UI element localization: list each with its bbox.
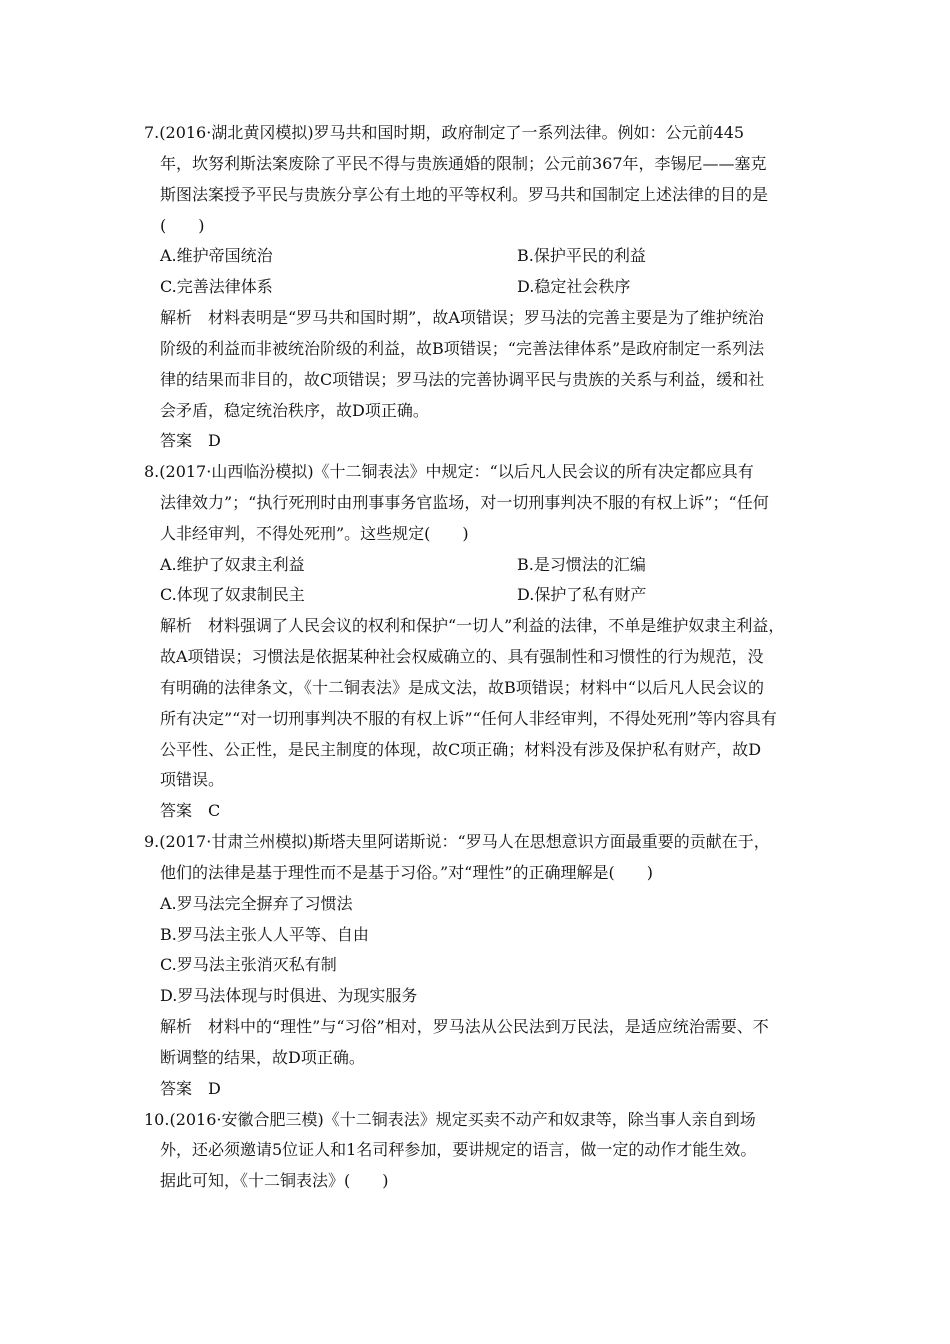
explanation-line: 解析 材料中的“理性”与“习俗”相对，罗马法从公民法到万民法，是适应统治需要、不 [160, 1017, 769, 1036]
question-stem-line: 年，坎努利斯法案废除了平民不得与贵族通婚的限制；公元前367年，李锡尼——塞克 [160, 154, 767, 173]
explanation-line: 断调整的结果，故D项正确。 [160, 1048, 365, 1067]
explanation-line: 所有决定”“对一切刑事判决不服的有权上诉”“任何人非经审判，不得处死刑”等内容具有 [160, 709, 777, 728]
option-a: A.维护帝国统治 [160, 246, 273, 265]
explanation-line: 公平性、公正性，是民主制度的体现，故C项正确；材料没有涉及保护私有财产，故D [160, 740, 762, 759]
explanation-line: 解析 材料强调了人民会议的权利和保护“一切人”利益的法律，不单是维护奴隶主利益， [160, 616, 785, 635]
option-c: C.罗马法主张消灭私有制 [160, 955, 337, 974]
option-c: C.体现了奴隶制民主 [160, 585, 305, 604]
answer: 答案 D [160, 1079, 221, 1098]
question-stem-line: 10.(2016·安徽合肥三模)《十二铜表法》规定买卖不动产和奴隶等，除当事人亲自到场 [144, 1110, 756, 1129]
question-stem-line: 据此可知，《十二铜表法》( ) [160, 1171, 389, 1190]
question-stem-line: 斯图法案授予平民与贵族分享公有土地的平等权利。罗马共和国制定上述法律的目的是 [160, 185, 769, 204]
explanation-line: 会矛盾，稳定统治秩序，故D项正确。 [160, 401, 429, 420]
explanation-line: 有明确的法律条文，《十二铜表法》是成文法，故B项错误；材料中“以后凡人民会议的 [160, 678, 764, 697]
question-stem-line: 法律效力”；“执行死刑时由刑事事务官监场，对一切刑事判决不服的有权上诉”；“任何 [160, 493, 769, 512]
answer: 答案 D [160, 431, 221, 450]
option-a: A.罗马法完全摒弃了习惯法 [160, 894, 353, 913]
explanation-line: 解析 材料表明是“罗马共和国时期”，故A项错误；罗马法的完善主要是为了维护统治 [160, 308, 764, 327]
explanation-line: 项错误。 [160, 770, 225, 789]
explanation-line: 律的结果而非目的，故C项错误；罗马法的完善协调平民与贵族的关系与利益，缓和社 [160, 370, 765, 389]
question-stem-line: 他们的法律是基于理性而不是基于习俗。”对“理性”的正确理解是( ) [160, 863, 654, 882]
question-stem-line: 8.(2017·山西临汾模拟)《十二铜表法》中规定：“以后凡人民会议的所有决定都应具有 [144, 462, 754, 481]
explanation-line: 故A项错误；习惯法是依据某种社会权威确立的、具有强制性和习惯性的行为规范，没 [160, 647, 764, 666]
option-d: D.保护了私有财产 [517, 585, 647, 604]
question-stem-line: 7.(2016·湖北黄冈模拟)罗马共和国时期，政府制定了一系列法律。例如：公元前445 [144, 123, 745, 142]
question-stem-line: 9.(2017·甘肃兰州模拟)斯塔夫里阿诺斯说：“罗马人在思想意识方面最重要的贡献在于， [144, 832, 770, 851]
explanation-line: 阶级的利益而非被统治阶级的利益，故B项错误；“完善法律体系”是政府制定一系列法 [160, 339, 765, 358]
question-stem-line: 外，还必须邀请5位证人和1名司秤参加，要讲规定的语言，做一定的动作才能生效。 [160, 1140, 757, 1159]
question-stem-line: 人非经审判，不得处死刑”。这些规定( ) [160, 524, 469, 543]
option-b: B.罗马法主张人人平等、自由 [160, 925, 369, 944]
answer: 答案 C [160, 801, 221, 820]
option-d: D.稳定社会秩序 [517, 277, 631, 296]
option-d: D.罗马法体现与时俱进、为现实服务 [160, 986, 418, 1005]
option-a: A.维护了奴隶主利益 [160, 555, 305, 574]
option-b: B.是习惯法的汇编 [517, 555, 646, 574]
question-stem-line: ( ) [160, 216, 205, 235]
option-c: C.完善法律体系 [160, 277, 273, 296]
option-b: B.保护平民的利益 [517, 246, 646, 265]
